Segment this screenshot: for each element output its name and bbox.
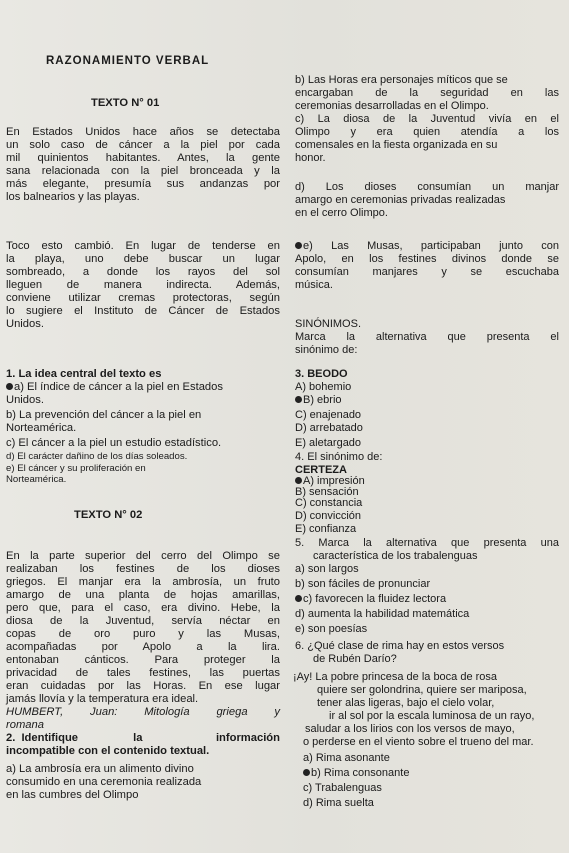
question2-option-d-cont: en el cerro Olimpo. xyxy=(295,207,388,219)
text1-line: conviene utilizar cremas protectoras, según xyxy=(6,292,280,304)
question4-option[interactable]: D) convicción xyxy=(295,510,362,522)
text2-line: privacidad de tales festines, las puertas xyxy=(6,667,280,679)
text1-line: sombreado, a donde los rayos del sol xyxy=(6,266,280,278)
text1-line: mil quinientos habitantes. Antes, la gente xyxy=(6,152,280,164)
question1-option-d[interactable]: d) El carácter dañino de los días soleados. xyxy=(6,451,188,462)
answer-mark-icon xyxy=(295,477,302,484)
page-title: RAZONAMIENTO VERBAL xyxy=(46,55,210,67)
verse-line: ¡Ay! La pobre princesa de la boca de rosa xyxy=(293,671,498,683)
answer-mark-icon xyxy=(295,396,302,403)
text1-line: más elegante, presumía sus andanzas por xyxy=(6,178,280,190)
question1-option-e[interactable]: e) El cáncer y su proliferación en xyxy=(6,463,146,474)
question3-option[interactable]: D) arrebatado xyxy=(295,422,363,434)
text1-line: lo sugiere el Instituto de Cáncer de Estados xyxy=(6,305,280,317)
question4-stem: 4. El sinónimo de: xyxy=(295,451,383,463)
question5-stem-cont: característica de los trabalenguas xyxy=(313,550,478,562)
text2-line: griegos. El manjar era la ambrosía, un fruto xyxy=(6,576,280,588)
text2-line: acompañadas por Apolo a la lira. xyxy=(6,641,280,653)
citation: HUMBERT, Juan: Mitología griega y xyxy=(6,706,280,718)
text1-line: Toco esto cambió. En lugar de tenderse en xyxy=(6,240,280,252)
text2-line: realizaban los festines de los dioses xyxy=(6,563,280,575)
question6-stem-cont: de Rubén Darío? xyxy=(313,653,397,665)
question1-stem: 1. La idea central del texto es xyxy=(6,368,162,380)
question3-option[interactable]: C) enajenado xyxy=(295,409,362,421)
question2-option-e-cont: consumían manjares y se escuchaba xyxy=(295,266,559,278)
question5-option[interactable]: a) son largos xyxy=(295,563,359,575)
question6-option[interactable]: a) Rima asonante xyxy=(303,752,390,764)
text1-line: lleguen de manera indirecta. Además, xyxy=(6,279,280,291)
question1-option-c[interactable]: c) El cáncer a la piel un estudio estadístico. xyxy=(6,437,222,449)
question2-option-e-cont: música. xyxy=(295,279,333,291)
question3-stem: 3. BEODO xyxy=(295,368,348,380)
question6-option[interactable]: d) Rima suelta xyxy=(303,797,374,809)
text1-line: Unidos. xyxy=(6,318,44,330)
synonyms-instruction: Marca la alternativa que presenta el xyxy=(295,331,559,343)
text2-line: eran cuidadas por las Horas. En ese lugar xyxy=(6,680,280,692)
question4-option[interactable]: C) constancia xyxy=(295,497,363,509)
question2-option-c-cont: comensales en la fiesta organizada en su xyxy=(295,139,498,151)
question2-option-d-cont: amargo en ceremonias privadas realizadas xyxy=(295,194,506,206)
question2-option-b-cont: encargaban de la seguridad en las xyxy=(295,87,559,99)
answer-mark-icon xyxy=(295,595,302,602)
text2-line: diosa de la Juventud, servía néctar en xyxy=(6,615,280,627)
verse-line: saludar a los lirios con los versos de mayo, xyxy=(305,723,515,735)
question5-option[interactable]: b) son fáciles de pronunciar xyxy=(295,578,431,590)
question2-option-e-cont: Apolo, en los festines divinos donde se xyxy=(295,253,559,265)
text1-line: En Estados Unidos hace años se detectaba xyxy=(6,126,280,138)
question6-option[interactable]: c) Trabalenguas xyxy=(303,782,382,794)
question1-option-e-cont: Norteamérica. xyxy=(6,474,67,485)
synonyms-heading: SINÓNIMOS. xyxy=(295,318,362,330)
question2-stem: 2. Identifique la información xyxy=(6,732,280,744)
question4-option[interactable]: A) impresión xyxy=(295,475,365,488)
text1-line: un solo caso de cáncer a la piel por cada xyxy=(6,139,280,151)
question1-option-a[interactable]: a) El índice de cáncer a la piel en Estados xyxy=(6,381,223,394)
answer-mark-icon xyxy=(303,769,310,776)
question2-option-a-cont: consumido en una ceremonia realizada xyxy=(6,776,202,788)
text2-line: amargo de una planta de hojas amarillas, xyxy=(6,589,280,601)
verse-line: ir al sol por la escala luminosa de un rayo, xyxy=(329,710,535,722)
question2-option-e[interactable]: e) Las Musas, participaban junto con xyxy=(295,240,559,253)
text2-line: pero que, para el caso, era divino. Hebe, la xyxy=(6,602,280,614)
text2-line: jamás llovía y la temperatura era ideal. xyxy=(6,693,199,705)
question1-option-b-cont: Norteamérica. xyxy=(6,422,77,434)
question1-option-b[interactable]: b) La prevención del cáncer a la piel en xyxy=(6,409,202,421)
verse-line: quiere ser golondrina, quiere ser mariposa, xyxy=(317,684,527,696)
answer-mark-icon xyxy=(6,383,13,390)
text2-heading: TEXTO N° 02 xyxy=(74,509,143,521)
text1-heading: TEXTO N° 01 xyxy=(91,97,160,109)
verse-line: tener alas ligeras, bajo el cielo volar, xyxy=(317,697,495,709)
question2-option-d[interactable]: d) Los dioses consumían un manjar xyxy=(295,181,559,193)
question4-option[interactable]: B) sensación xyxy=(295,486,359,498)
question2-option-b-cont: ceremonias desarrolladas en el Olimpo. xyxy=(295,100,489,112)
text2-line: entonaban cánticos. Para proteger la xyxy=(6,654,280,666)
answer-mark-icon xyxy=(295,242,302,249)
question5-option[interactable]: e) son poesías xyxy=(295,623,368,635)
question5-stem: 5. Marca la alternativa que presenta una xyxy=(295,537,559,549)
question2-option-c[interactable]: c) La diosa de la Juventud vivía en el xyxy=(295,113,559,125)
question3-option[interactable]: E) aletargado xyxy=(295,437,362,449)
question2-stem-cont: incompatible con el contenido textual. xyxy=(6,745,210,757)
question2-option-c-cont: honor. xyxy=(295,152,326,164)
question4-option[interactable]: E) confianza xyxy=(295,523,357,535)
question5-option[interactable]: d) aumenta la habilidad matemática xyxy=(295,608,470,620)
text2-line: copas de oro puro y las Musas, xyxy=(6,628,280,640)
synonyms-instruction-cont: sinónimo de: xyxy=(295,344,358,356)
text1-line: sana relacionada con la piel bronceada y la xyxy=(6,165,280,177)
text2-line: En la parte superior del cerro del Olimpo se xyxy=(6,550,280,562)
question3-option[interactable]: B) ebrio xyxy=(295,394,342,407)
question6-stem: 6. ¿Qué clase de rima hay en estos versos xyxy=(295,640,505,652)
question2-option-b[interactable]: b) Las Horas era personajes míticos que se xyxy=(295,74,508,86)
question1-option-a-cont: Unidos. xyxy=(6,394,44,406)
question5-option[interactable]: c) favorecen la fluidez lectora xyxy=(295,593,446,606)
question2-option-a[interactable]: a) La ambrosía era un alimento divino xyxy=(6,763,194,775)
text1-line: la playa, uno debe buscar un lugar xyxy=(6,253,280,265)
citation-cont: romana xyxy=(6,719,44,731)
question2-option-a-cont: en las cumbres del Olimpo xyxy=(6,789,139,801)
verse-line: o perderse en el viento sobre el trueno del mar. xyxy=(303,736,534,748)
question2-option-c-cont: Olimpo y era quien atendía a los xyxy=(295,126,559,138)
question3-option[interactable]: A) bohemio xyxy=(295,381,352,393)
text1-line: los balnearios y las playas. xyxy=(6,191,140,203)
question4-word: CERTEZA xyxy=(295,464,347,476)
question6-option[interactable]: b) Rima consonante xyxy=(303,767,409,780)
